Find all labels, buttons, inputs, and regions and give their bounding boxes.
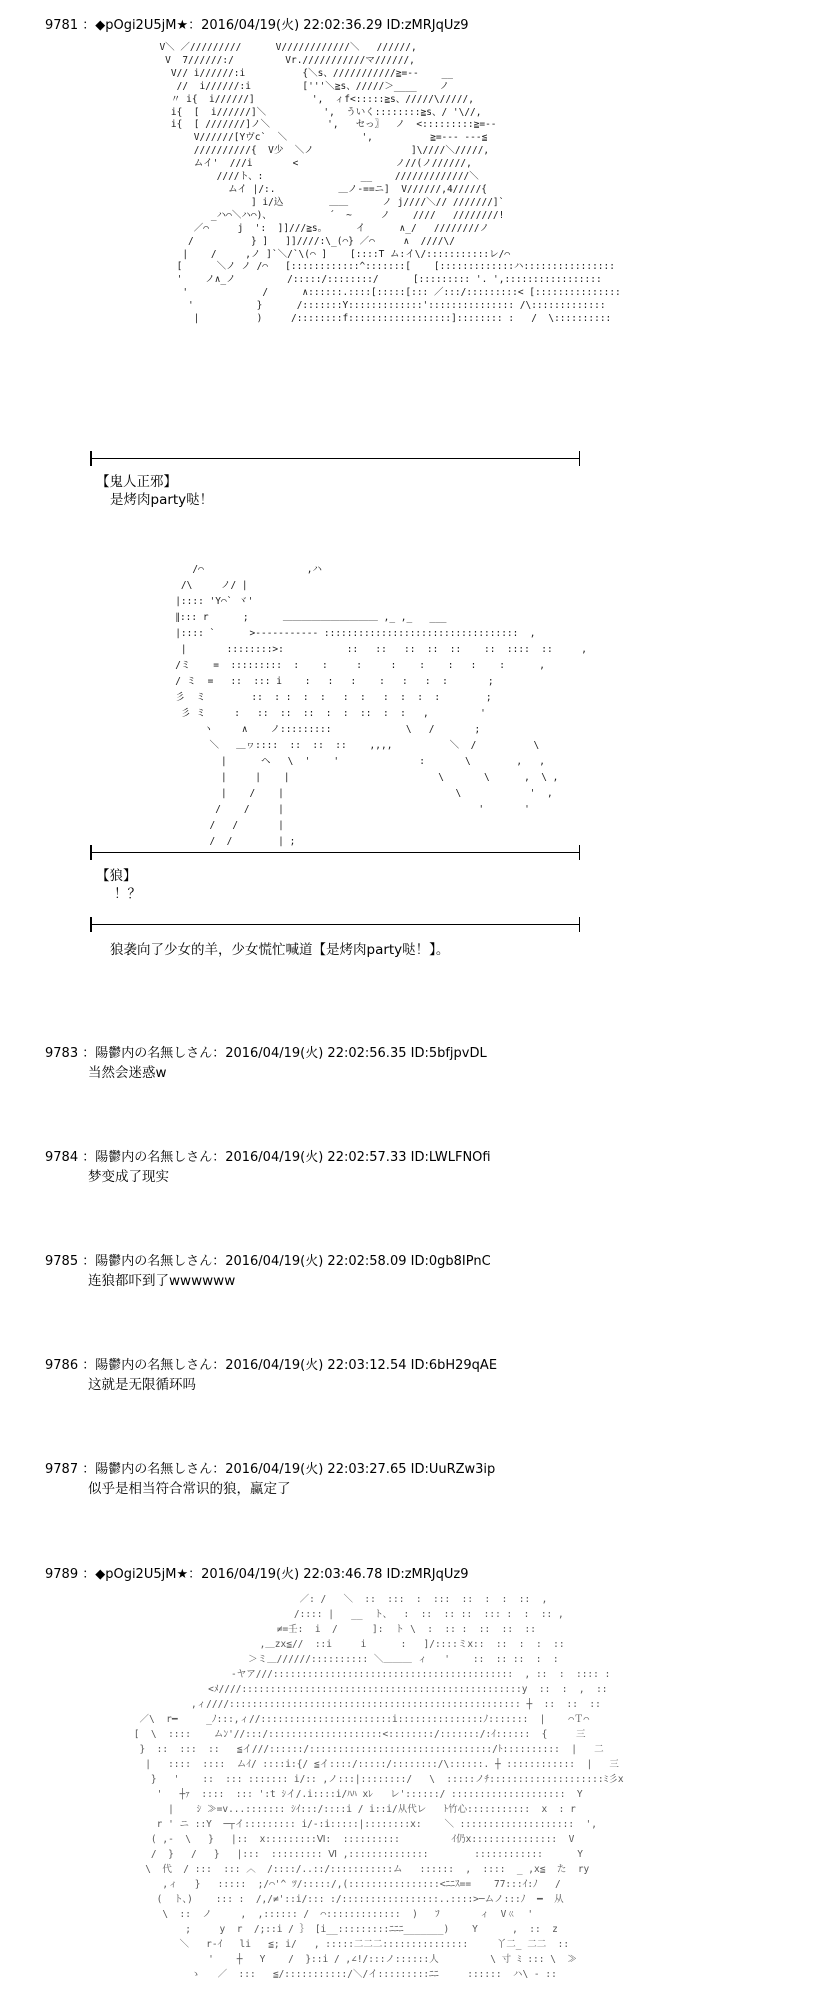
ascii-art-wolf: /⌒ ,ハ /\ ノ/ | |:::: 'Y⌒` ヾ' ∥::: r ; ＿＿＿＿＿＿＿＿＿＿ ,_ ,_ ___ |:::: ` >-‐‐‐‐‐‐‐‐‐‐ :::::::::::::::::::::::::::::::::: , | ::::::::>: :: :: :: :: :: :: :::: :: , /ミ = ::::::::: : : : : : : : : , / ミ = :: ::: i : : : : : : : ; 彡 ミ :: : : : : : : : : : : ; 彡 ミ : :: :: :: : : :: : : , ' ヽ ∧ ノ::::::::: \ / ; ＼ ＿ヮ:::: :: :: :: ,,,, ＼ / \ | ヘ \ ' ' : \ , , | | | \ \ , \ , | / | \ ' , / / | ' ' / / | / / | ; — [175, 564, 587, 847]
post-header-9783: 9783 ：陽鬱内の名無しさん：2016/04/19(火) 22:02:56.35 ID:5bfjpvDL — [45, 1046, 487, 1061]
speaker-label: 【狼】 — [96, 868, 137, 884]
dialogue-line: 是烤肉party哒！ — [110, 492, 214, 508]
section-divider — [90, 924, 580, 925]
section-divider — [90, 458, 580, 459]
dialogue-line: ！？ — [114, 886, 141, 902]
section-divider — [90, 852, 580, 853]
post-body-9783: 当然会迷惑w — [88, 1065, 167, 1081]
post-body-9784: 梦变成了现实 — [88, 1169, 169, 1185]
post-body-9787: 似乎是相当符合常识的狼，赢定了 — [88, 1481, 291, 1497]
narration-line: 狼袭向了少女的羊，少女慌忙喊道【是烤肉party哒！】。 — [110, 942, 450, 958]
post-header-9787: 9787 ：陽鬱内の名無しさん：2016/04/19(火) 22:03:27.65 ID:UuRZw3ip — [45, 1462, 496, 1477]
post-header-9786: 9786 ：陽鬱内の名無しさん：2016/04/19(火) 22:03:12.54 ID:6bH29qAE — [45, 1358, 498, 1373]
ascii-art-scene: ／: / ＼ :: ::: : ::: :: : : :: , /:::: | __ ト、 : :: :: :: ::: : : :: , ≠=壬: i / ]: ト \ : :: : :: :: :: ,＿zx≦// ::i i : ]/::::ミx:: :: : : :: ＞ミ＿//////:::::::::: ＼＿＿＿ ィ ' :: :: :: : : ‐ヤア///:::::::::::::::::::::::::::::::::::::::::: , :: : :::: : <ﾒ////:::::::::::::::::::::::::::::::::::::::::::::::::y :: : , :: ,ィ////::::::::::::::::::::::::::::::::::::::::::::::::::: ┼ :: :: :: ／\ r━ _ﾉ:::,ィ//:::::::::::::::::::::::i:::::::::::::::ﾉ::::::: | ⌒Ｔ⌒ [ \ :::: ムﾝ'//:::/::::::::::::::::::::<::::::::/:::::::/:ｲ:::::: { 三 } :: ::: :: ≦イ///::::::/::::::::::::::::::::::::::::::::/ﾄ:::::::::: | 二 | :::: :::: ムｲ/ ::::i:{/ ≦イ::::/:::::/::::::::/\::::::. ┼ :::::::::::: | 三 } ' :: ::: ::::::: i/:: ,ノ:::|::::::::/ \ :::::ノﾁ::::::::::::::::::::ﾐ彡x ' ┼ｧ :::: ::: ':t ｼイ/.i::::i/ﾊﾊ xﾚ レ'::::::/ :::::::::::::::::::: Y | ｼ ≫=v...::::::: ｼｲ:::/::::i / i::i/从代レ ﾄ竹心::::::::::: x : r r ' ニ ::Y ─┬イ::::::::: i/-:i:::::|::::::::x: ＼ :::::::::::::::::::: ', ( ,- \ } |:: x:::::::::Ⅵ: :::::::::: ｲ仍x::::::::::::::: V / } / } |::: ::::::::: Ⅵ ,:::::::::::::: :::::::::::: Y \ 代 / ::: ::: ︿ /::::/..::/:::::::::::ム :::::: , :::: _ ,x≦ た ry ,ィ } ::::: ;/⌒'^ ﾂ/:::::/,(::::::::::::::::<ﾆﾆｽ== 77:::ｲ:ﾉ / ( ト、) ::: : /,/≠'::i/::: :/:::::::::::::::::..::::>─ムノ:::ﾉ ━ 从 \ :: ノ , ,:::::: / ⌒::::::::::::: ) ﾌ ィ Vㄍ ' ; y r /;::i / ｝ [i__:::::::::ﾆﾆﾆ_______) Y , :: z ＼ r-ｲ li ≦; i/ , :::::二二二::::::::::::::: 丫二_ 二二 :: ' ┼ Y / }::i / ,∠!/:::ノ::::::人 \ 寸 ﾐ ::: \ ≫ ゝ ／ ::: ≦/:::::::::::/＼/イ:::::::::ﾆﾆ :::::: ハ\ ‐ :: — [133, 1594, 624, 1980]
post-body-9785: 连狼都吓到了wwwwww — [88, 1273, 236, 1289]
ascii-art-oni: V＼ ／///////// V////////////＼ //////, V 7//////:/ Vr.///////////マ//////, V// i//////:i {＼s、///////////≧=-- __ // i//////:i ['''＼≧s、/////＞____ ノ 〃 i{ i//////] ', ィf<:::::≧s、/////\/////, i{ [ i//////]＼ ', ういく::::::::≧s、/ '\//, i{ [ ///////]ノ＼ ', セっ〗 ノ <:::::::::≧=-- V//////[Yヴc` ＼ ', ≧=--- ---≦ //////////{ V少 ＼ノ ]\////＼/////, ムイ' ///i < ノ//(ノ//////, ////ト、: __ /////////////＼ ムイ |/:. ＿ノ-==ニ] V//////,4/////{ ] i/込 ＿＿ ノ j////＼// ///////]` _ハ⌒＼ハ⌒)、 ´ ~ ノ //// ////////! ／⌒ j ': ]]///≧s。 イ ∧_/ ////////ノ / } ] ]]////:\_(⌒} ／⌒ ∧ ////\/ | / ,ノ ]`＼/`\(⌒ ] [::::T ム:イ\/:::::::::::レ/⌒ [ ＼ノ ノ /⌒ [::::::::::::^:::::::[ [:::::::::::::ハ:::::::::::::::: ' ノ∧_ノ /:::::/::::::::/ [::::::::: '. ',::::::::::::::::: ' / ∧::::::.::::[:::::[::: ／:::/:::::::::< [::::::::::::::: ' } /:::::::Y:::::::::::::'::::::::::::::: /\::::::::::::: | ) /::::::::f::::::::::::::::::]:::::::: : / \:::::::::: — [159, 42, 621, 325]
post-header-9785: 9785 ：陽鬱内の名無しさん：2016/04/19(火) 22:02:58.09 ID:0gb8IPnC — [45, 1254, 491, 1269]
post-header-9789: 9789 ：◆pOgi2U5jM★：2016/04/19(火) 22:03:46.78 ID:zMRJqUz9 — [45, 1567, 469, 1582]
post-header-9784: 9784 ：陽鬱内の名無しさん：2016/04/19(火) 22:02:57.33 ID:LWLFNOfi — [45, 1150, 491, 1165]
post-header-9781: 9781 ：◆pOgi2U5jM★：2016/04/19(火) 22:02:36.29 ID:zMRJqUz9 — [45, 18, 469, 33]
post-body-9786: 这就是无限循环吗 — [88, 1377, 196, 1393]
speaker-label: 【鬼人正邪】 — [96, 474, 177, 490]
